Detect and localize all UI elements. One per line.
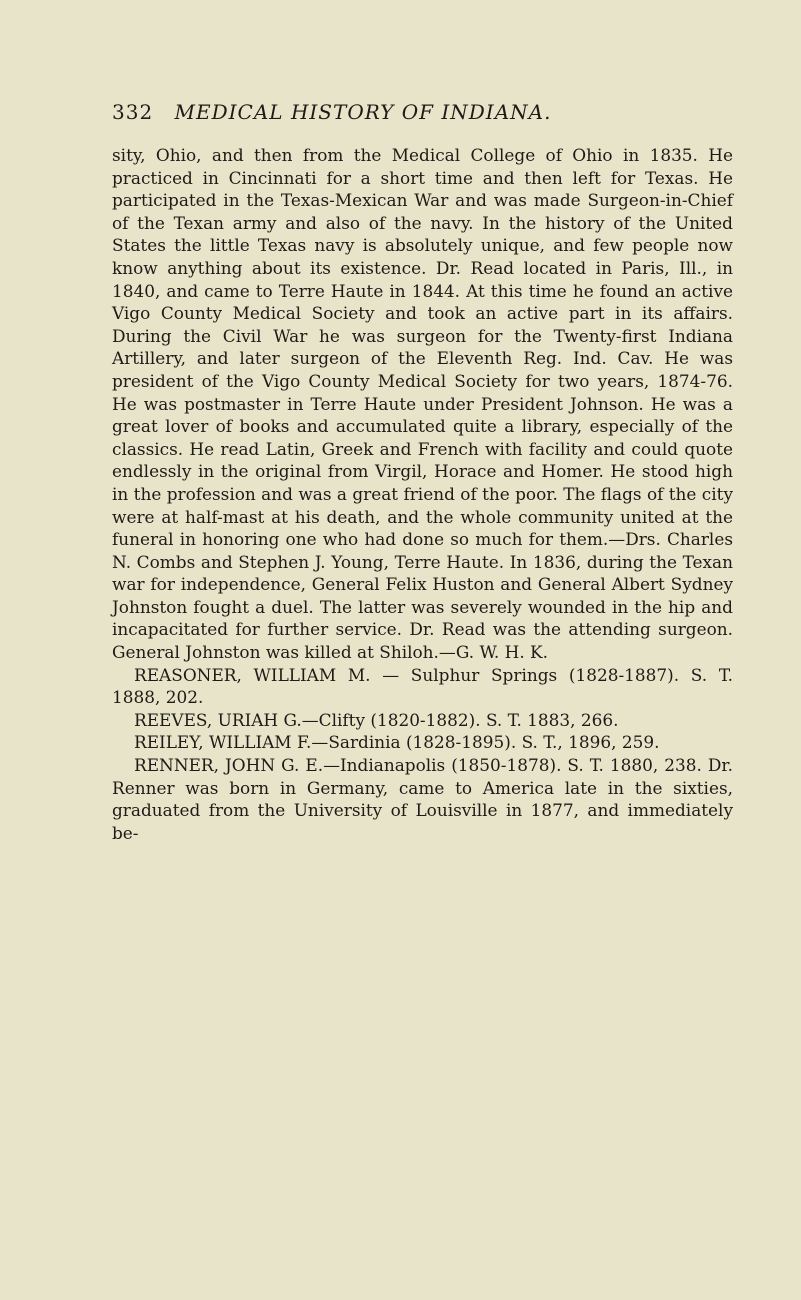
- entry-reeves: REEVES, URIAH G.—Clifty (1820-1882). S. T. 1883, 266.: [134, 709, 619, 730]
- entry-reasoner: REASONER, WILLIAM M. — Sulphur Springs (1828-1887). S. T. 1888, 202.: [112, 664, 733, 708]
- running-header: [112, 100, 733, 136]
- entry-reiley: REILEY, WILLIAM F.—Sardinia (1828-1895). S. T., 1896, 259.: [134, 732, 660, 753]
- body-text: [112, 144, 733, 844]
- entry-renner: RENNER, JOHN G. E.—Indianapolis (1850-1878). S. T. 1880, 238. Dr. Renner was born in Germany, came to America late in the sixties, graduated from the University of Louisville in 1877, and immediately be-: [112, 755, 733, 843]
- page-number: 332: [112, 100, 154, 124]
- paragraph-read-continued: sity, Ohio, and then from the Medical College of Ohio in 1835. He practiced in Cincinnati for a short time and then left for Texas. He participated in the Texas-Mexican War and was made Surgeon-in-Chief of the Texan army and also of the navy. In the history of the United States the little Texas navy is absolutely unique, and few people now know anything about its existence. Dr. Read located in Paris, Ill., in 1840, and came to Terre Haute in 1844. At this time he found an active Vigo County Medical Society and took an active part in its affairs. During the Civil War he was surgeon for the Twenty-first Indiana Artillery, and later surgeon of the Eleventh Reg. Ind. Cav. He was president of the Vigo County Medical Society for two years, 1874-76. He was postmaster in Terre Haute under President Johnson. He was a great lover of books and accumulated quite a library, especially of the classics. He read Latin, Greek and French with facility and could quote endlessly in the original from Virgil, Horace and Homer. He stood high in the profession and was a great friend of the poor. The flags of the city were at half-mast at his death, and the whole community united at the funeral in honoring one who had done so much for them.—Drs. Charles N. Combs and Stephen J. Young, Terre Haute. In 1836, during the Texan war for independence, General Felix Huston and General Albert Sydney Johnston fought a duel. The latter was severely wounded in the hip and incapacitated for further service. Dr. Read was the attending surgeon. General Johnston was killed at Shiloh.—G. W. H. K.: [112, 145, 733, 663]
- running-title: MEDICAL HISTORY OF INDIANA.: [174, 100, 552, 124]
